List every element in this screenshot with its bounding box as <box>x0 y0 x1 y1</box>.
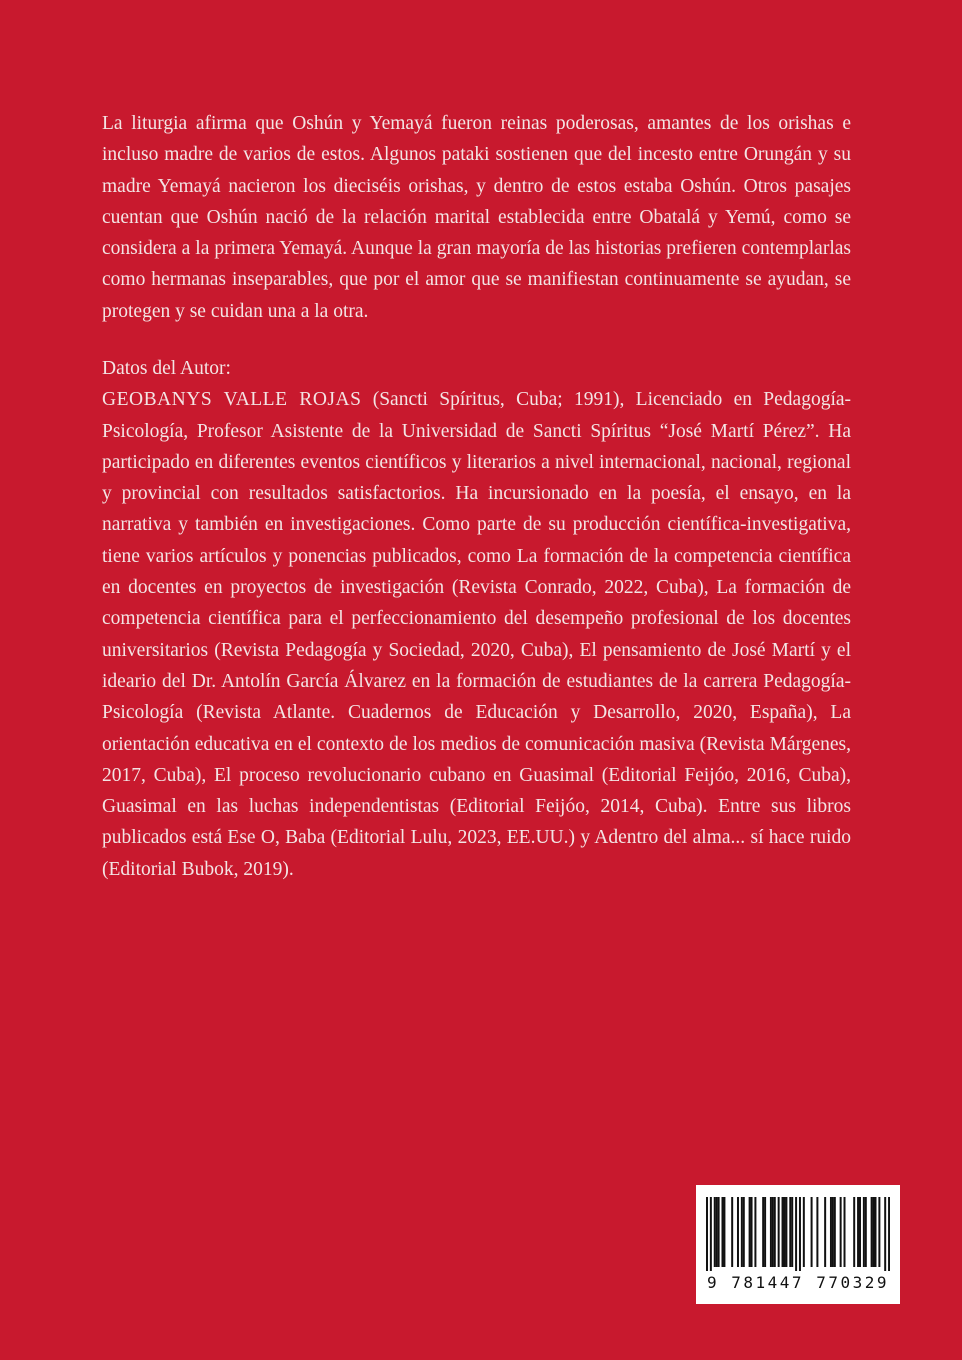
barcode-bar <box>772 1197 774 1267</box>
barcode-bar <box>749 1197 751 1267</box>
barcode-bar <box>830 1197 832 1267</box>
barcode-bar <box>706 1197 708 1271</box>
barcode-bar <box>754 1197 756 1267</box>
barcode-bar <box>714 1197 716 1267</box>
barcode-bar <box>840 1197 842 1267</box>
barcode-bar <box>878 1197 880 1267</box>
barcode-bar <box>737 1197 739 1267</box>
barcode-bar <box>718 1197 720 1267</box>
author-name: GEOBANYS VALLE ROJAS <box>102 389 362 411</box>
isbn-barcode <box>696 1185 900 1304</box>
barcode-bar <box>791 1197 793 1267</box>
barcode-bar <box>844 1197 846 1267</box>
barcode-bar <box>834 1197 836 1267</box>
barcode-bar <box>795 1197 797 1271</box>
barcode-bar <box>789 1197 791 1267</box>
barcode-bar <box>799 1197 801 1271</box>
barcode-digits: 9 781447 770329 <box>707 1273 889 1292</box>
barcode-bar <box>888 1197 890 1271</box>
barcode-bar <box>884 1197 886 1271</box>
author-section <box>102 353 851 885</box>
barcode-bar <box>783 1197 785 1267</box>
barcode-bar <box>863 1197 865 1267</box>
barcode-bar <box>710 1197 712 1271</box>
barcode-bar <box>832 1197 834 1267</box>
author-bio-paragraph <box>102 384 851 885</box>
author-bio: (Sancti Spíritus, Cuba; 1991), Licenciado en Pedagogía-Psicología, Profesor Asistente de la Universidad de Sancti Spíritus “José Martí Pérez”. Ha participado en diferentes eventos científicos y literarios a nivel internacional, nacional, regional y provincial con resultados satisfactorios. Ha incursionado en la poesía, el ensayo, en la narrativa y también en investigaciones. Como parte de su producción científica-investigativa, tiene varios artículos y ponencias publicados, como La formación de la competencia científica en docentes en proyectos de investigación (Revista Conrado, 2022, Cuba), La formación de competencia científica para el perfeccionamiento del desempeño profesional de los docentes universitarios (Revista Pedagogía y Sociedad, 2020, Cuba), El pensamiento de José Martí y el ideario del Dr. Antolín García Álvarez en la formación de estudiantes de la carrera Pedagogía-Psicología (Revista Atlante. Cuadernos de Educación y Desarrollo, 2020, España), La orientación educativa en el contexto de los medios de comunicación masiva (Revista Márgenes, 2017, Cuba), El proceso revolucionario cubano en Guasimal (Editorial Feijóo, 2016, Cuba), Guasimal en las luchas independentistas (Editorial Feijóo, 2014, Cuba). Entre sus libros publicados está Ese O, Baba (Editorial Lulu, 2023, EE.UU.) y Adentro del alma... sí hace ruido (Editorial Bubok, 2019). <box>102 389 852 880</box>
barcode-bar <box>875 1197 877 1267</box>
barcode-bar <box>871 1197 873 1267</box>
author-heading: Datos del Autor: <box>102 358 231 379</box>
barcode-bar <box>723 1197 725 1267</box>
barcode-bar <box>743 1197 745 1267</box>
barcode-bar <box>824 1197 826 1267</box>
barcode-bars <box>706 1197 890 1271</box>
barcode-bar <box>731 1197 733 1267</box>
barcode-bar <box>782 1197 784 1267</box>
barcode-bar <box>721 1197 723 1267</box>
barcode-bar <box>778 1197 780 1267</box>
barcode-bar <box>859 1197 861 1267</box>
barcode-bar <box>865 1197 867 1267</box>
barcode-bar <box>857 1197 859 1267</box>
barcode-bar <box>764 1197 766 1267</box>
barcode-bar <box>741 1197 743 1267</box>
barcode-bar <box>853 1197 855 1267</box>
barcode-bar <box>770 1197 772 1267</box>
barcode-bar <box>811 1197 813 1267</box>
synopsis-paragraph: La liturgia afirma que Oshún y Yemayá fueron reinas poderosas, amantes de los orishas e incluso madre de varios de estos. Algunos pataki sostienen que del incesto entre Orungán y su madre Yemayá nacieron los dieciséis orishas, y dentro de estos estaba Oshún. Otros pasajes cuentan que Oshún nació de la relación marital establecida entre Obatalá y Yemú, como se considera a la primera Yemayá. Aunque la gran mayoría de las historias prefieren contemplarlas como hermanas inseparables, que por el amor que se manifiestan continuamente se ayudan, se protegen y se cuidan una a la otra. <box>102 113 851 322</box>
barcode-bar <box>716 1197 718 1267</box>
barcode-bar <box>873 1197 875 1267</box>
barcode-bar <box>785 1197 787 1267</box>
barcode-bar <box>816 1197 818 1267</box>
barcode-bar <box>762 1197 764 1267</box>
barcode-bar <box>751 1197 753 1267</box>
barcode-bar <box>803 1197 805 1267</box>
barcode-bar <box>774 1197 776 1267</box>
